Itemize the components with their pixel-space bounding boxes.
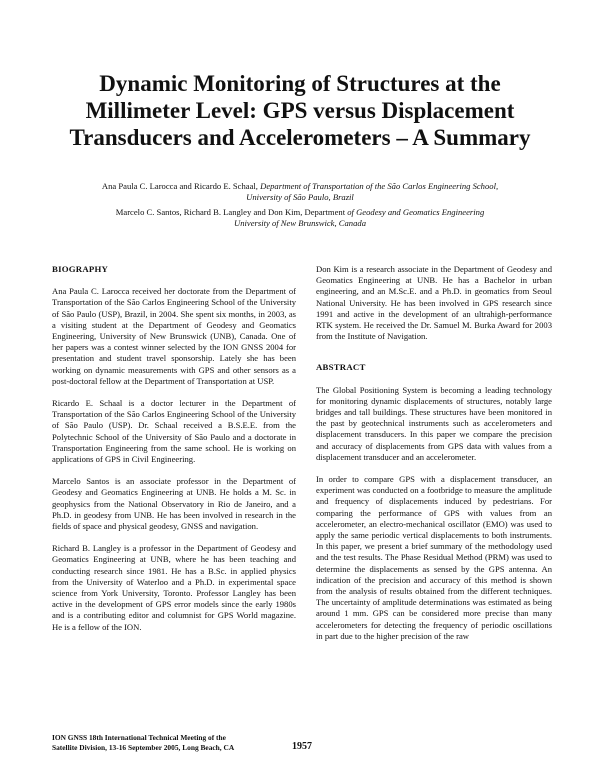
abstract-paragraph-2: In order to compare GPS with a displacement transducer, an experiment was conducted on a footbridge to measure the amplitude and frequency of displacements induced by pedestrians. For comparing the performance of GPS with values from an accelerometer, an electro-mechanical oscillator (EMO) was used to apply the same periodic vertical displacements to both instruments. In this paper, we present a brief summary of the methodology used and the test results. The Phase Residual Method (PRM) was used to determine the displacements as sensed by the GPS antenna. An indication of the precision and accuracy of this method is shown from the analysis of results obtained from the different techniques. The uncertainty of amplitude determinations was estimated as being around 1 mm. GPS can be considered more precise than many accelerometers for detecting the frequency of periodic oscillations in part due to the higher precision of the raw [316,474,552,641]
abstract-paragraph-1: The Global Positioning System is becoming a leading technology for monitoring dynamic displacements of structures, notably large bridges and tall buildings. These structures have been monitored in the past by geotechnical instruments such as accelerometers and displacement transducers. In this paper we compare the precision and accuracy of displacements from GPS data with values from a displacement transducer and an accelerometer. [316,384,552,462]
footer-line-1: ION GNSS 18th International Technical Meeting of the [52,733,226,742]
author-affiliation-2b: University of New Brunswick, Canada [234,217,366,228]
conference-footer [52,733,234,752]
bio-larocca: Ana Paula C. Larocca received her doctorate from the Department of Transportation of the São Carlos Engineering School of the University of São Paulo (USP), Brazil, in 2004. She spent six months, in 2003, as a visiting student at the Department of Geodesy and Geomatics Engineering, University of New Brunswick (UNB), Canada. One of her papers was a contest winner selected by the ION GNSS 2004 for presentation and student travel sponsorship. Lately she has been working on dynamic measurements with GPS and other sensors as a post-doctoral fellow at the Department of Transportation at USP. [52,286,296,386]
biography-heading: BIOGRAPHY [52,264,109,274]
title-line-2: Millimeter Level: GPS versus Displacement [85,98,515,123]
author-names-2: Marcelo C. Santos, Richard B. Langley and Don Kim, Department [115,206,346,217]
footer-line-2: Satellite Division, 13-16 September 2005, Long Beach, CA [52,742,235,752]
bio-kim: Don Kim is a research associate in the Department of Geodesy and Geomatics Engineering at UNB. He has a Bachelor in urban engineering, and an M.Sc.E. and a Ph.D. in geomatics from Seoul National University. He has been involved in GPS research since 1991 and active in the development of an ultrahigh-performance RTK system. He received the Dr. Samuel M. Burka Award for 2003 from the Institute of Navigation. [316,264,552,342]
title-line-3: Transducers and Accelerometers – A Summary [69,125,531,150]
author-affiliation-1b: University of São Paulo, Brazil [246,192,354,203]
author-line-1 [30,181,570,192]
author-line-2 [30,192,570,203]
left-column [52,264,296,644]
author-line-3 [30,207,570,218]
title-line-1: Dynamic Monitoring of Structures at the [99,71,501,96]
bio-langley: Richard B. Langley is a professor in the Department of Geodesy and Geomatics Engineering at UNB, where he has been teaching and conducting research since 1981. He has a B.Sc. in applied physics from the University of Waterloo and a Ph.D. in experimental space science from York University, Toronto. Professor Langley has been active in the development of GPS error models since the early 1980s and is a contributing editor and columnist for GPS World magazine. He is a fellow of the ION. [52,543,296,632]
author-names-1: Ana Paula C. Larocca and Ricardo E. Schaal, [101,181,258,191]
bio-santos: Marcelo Santos is an associate professor in the Department of Geodesy and Geomatics Engineering at UNB. He holds a M. Sc. in geophysics from the National Observatory in Rio de Janeiro, and a Ph.D. in geodesy from UNB. He has been involved in research in the fields of space and physical geodesy, GNSS and navigation. [52,476,296,532]
bio-schaal: Ricardo E. Schaal is a doctor lecturer in the Department of Transportation of the São Carlos Engineering School of the University of São Paulo (USP). Dr. Schaal received a B.S.E.E. from the Polytechnic School of the University of São Paulo and a doctorate in Transportation Engineering from the same school. He is working on applications of GPS in Civil Engineering. [52,398,296,465]
author-line-4 [30,218,570,229]
author-affiliation-1: Department of Transportation of the São Carlos Engineering School, [260,181,499,191]
paper-title [40,70,560,151]
author-affiliation-2: of Geodesy and Geomatics Engineering [347,206,485,217]
author-block [30,181,570,229]
abstract-heading: ABSTRACT [316,362,366,373]
page-number: 1957 [292,741,312,752]
right-column [316,264,552,653]
